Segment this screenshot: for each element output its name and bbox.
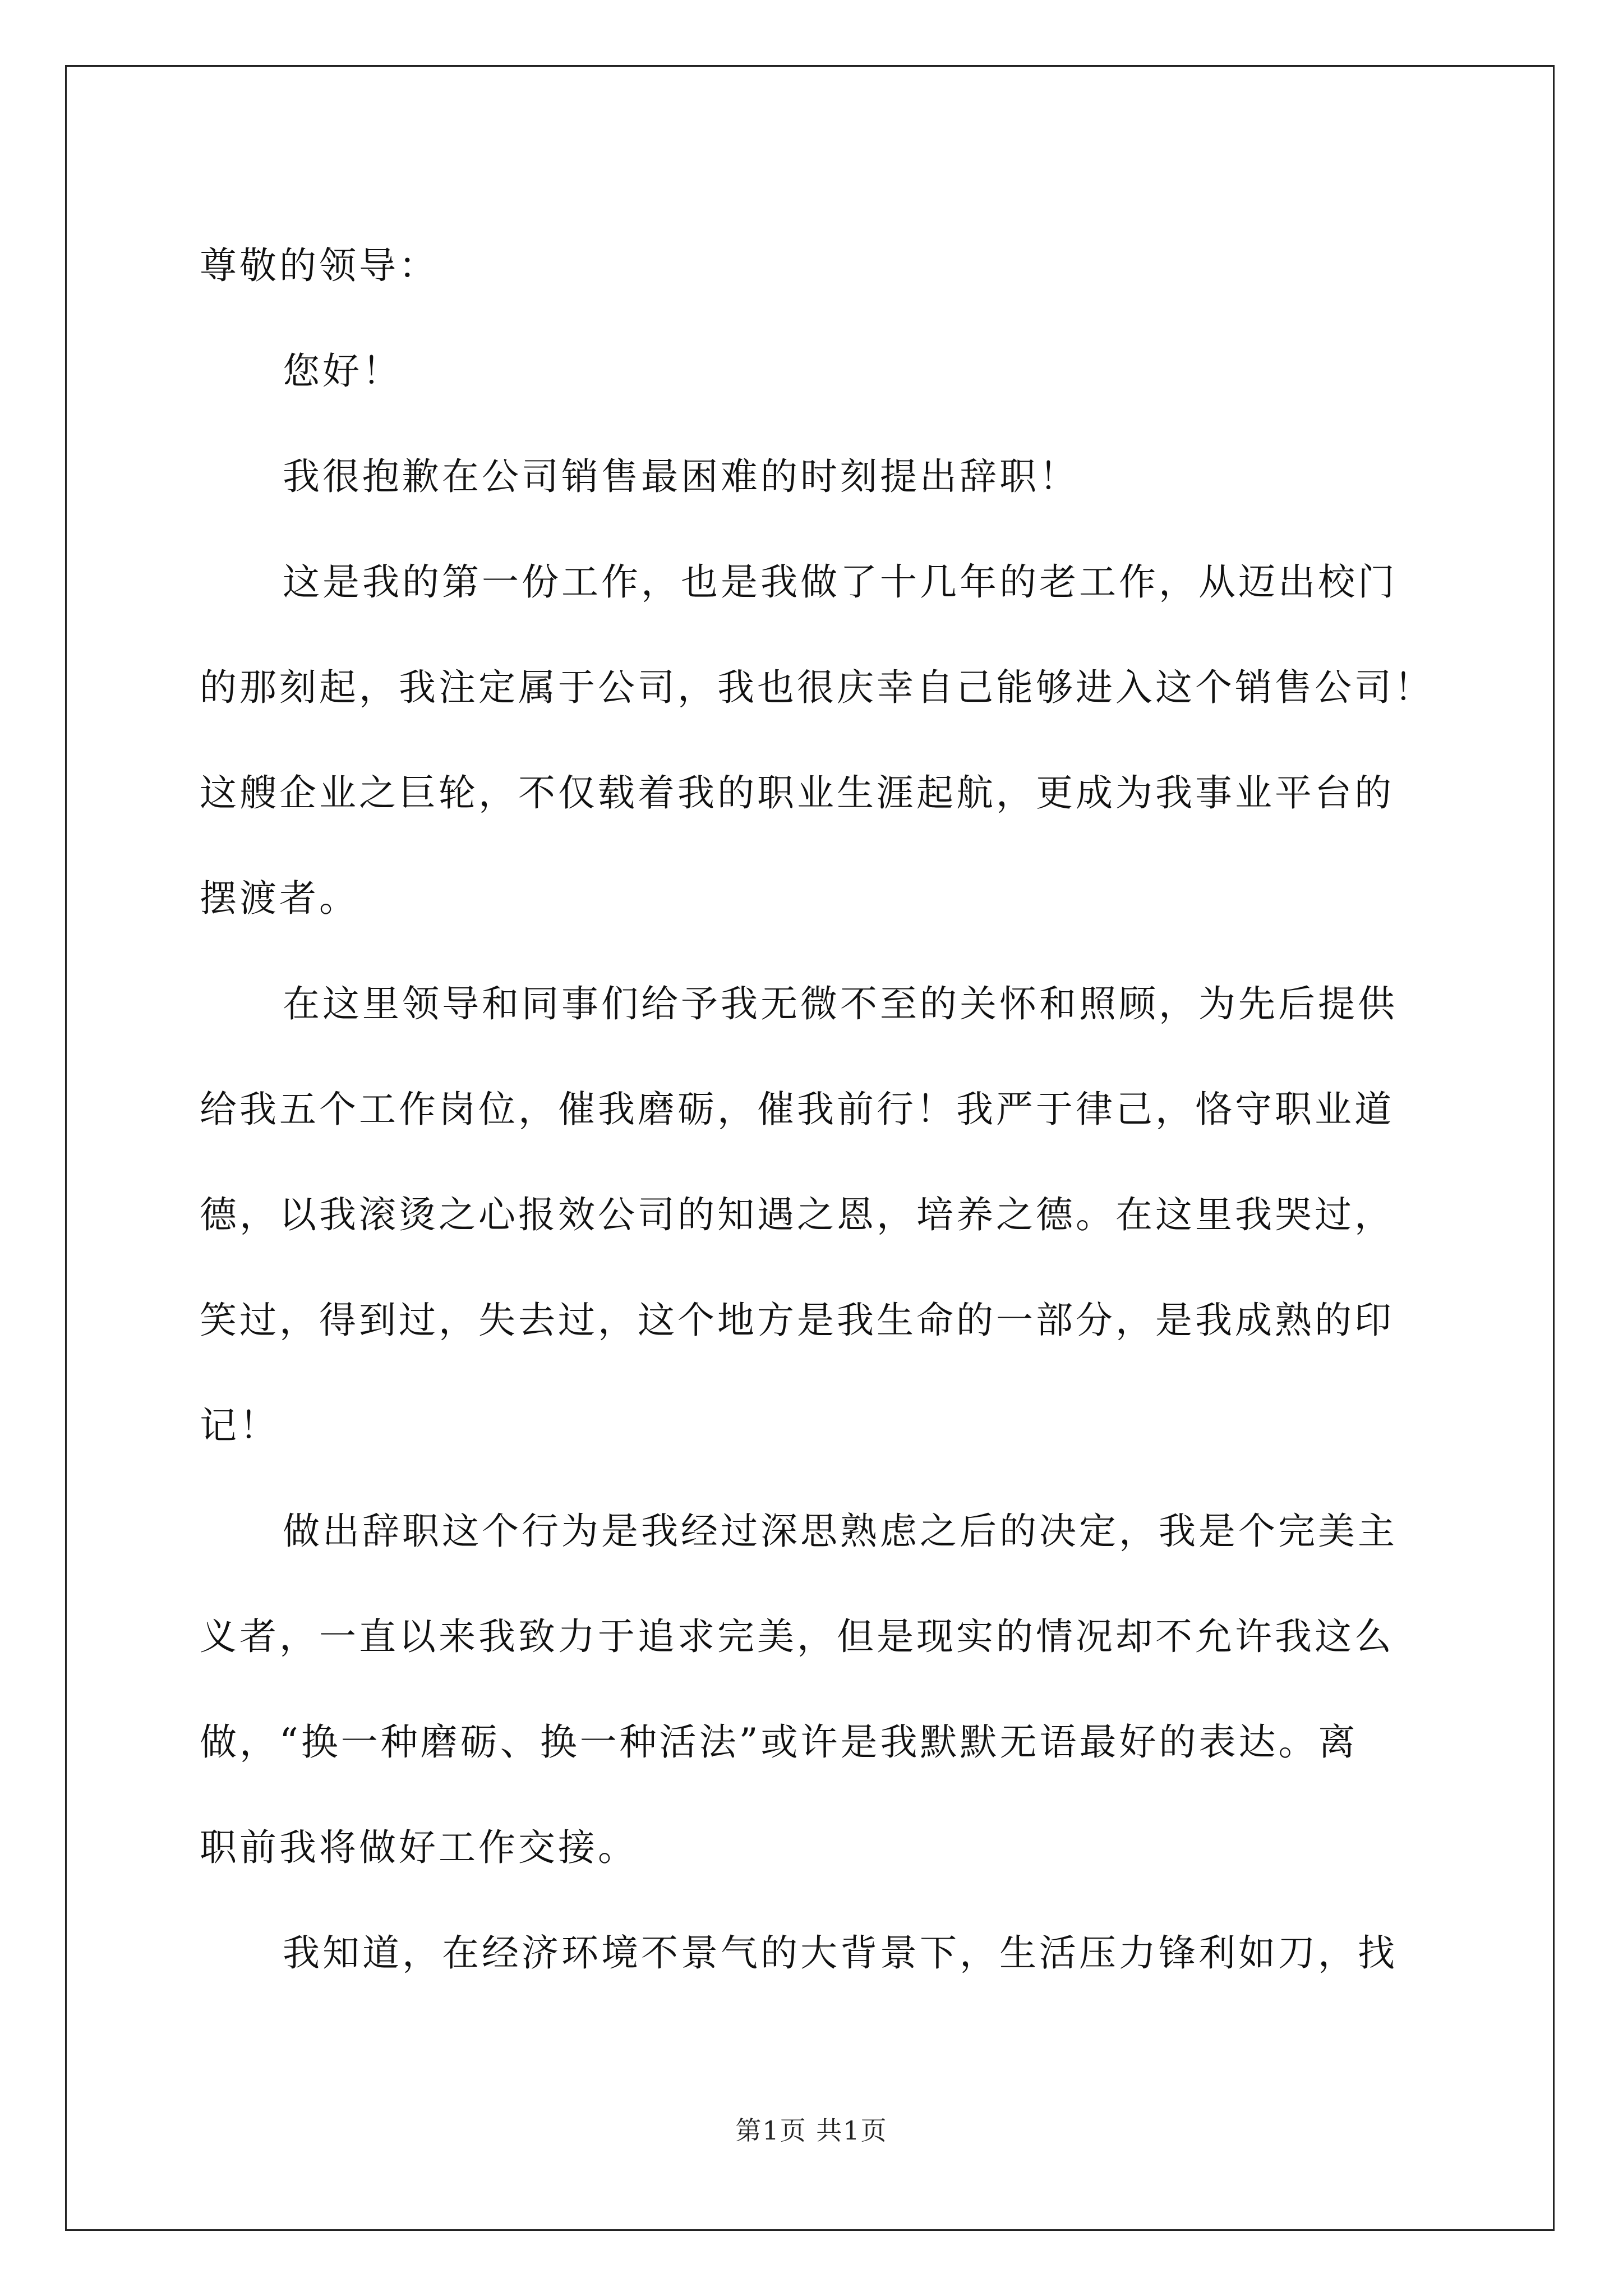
body-line: 义者，一直以来我致力于追求完美，但是现实的情况却不允许我这么 — [200, 1615, 1394, 1658]
salutation: 尊敬的领导： — [200, 244, 439, 287]
page-number: 第1页 共1页 — [735, 2115, 888, 2146]
body-line: 给我五个工作岗位，催我磨砺，催我前行！我严于律己，恪守职业道 — [200, 1088, 1394, 1131]
body-line: 记！ — [200, 1404, 279, 1447]
body-line: 做，“换一种磨砺、换一种活法”或许是我默默无语最好的表达。离 — [200, 1720, 1358, 1764]
body-line: 我很抱歉在公司销售最困难的时刻提出辞职！ — [283, 455, 1079, 498]
body-line: 在这里领导和同事们给予我无微不至的关怀和照顾，为先后提供 — [283, 982, 1398, 1025]
body-line: 摆渡者。 — [200, 877, 359, 920]
body-line: 德，以我滚烫之心报效公司的知遇之恩，培养之德。在这里我哭过， — [200, 1193, 1394, 1236]
body-line: 职前我将做好工作交接。 — [200, 1826, 638, 1869]
body-line: 这艘企业之巨轮，不仅载着我的职业生涯起航，更成为我事业平台的 — [200, 771, 1394, 815]
body-line: 这是我的第一份工作，也是我做了十几年的老工作，从迈出校门 — [283, 560, 1398, 604]
letter-body — [200, 213, 1434, 2006]
body-line: 的那刻起，我注定属于公司，我也很庆幸自己能够进入这个销售公司！ — [200, 666, 1434, 709]
body-line: 做出辞职这个行为是我经过深思熟虑之后的决定，我是个完美主 — [283, 1510, 1398, 1553]
body-line: 您好！ — [283, 349, 402, 393]
body-line: 笑过，得到过，失去过，这个地方是我生命的一部分，是我成熟的印 — [200, 1299, 1394, 1342]
body-line: 我知道，在经济环境不景气的大背景下，生活压力锋利如刀，找 — [283, 1931, 1398, 1975]
